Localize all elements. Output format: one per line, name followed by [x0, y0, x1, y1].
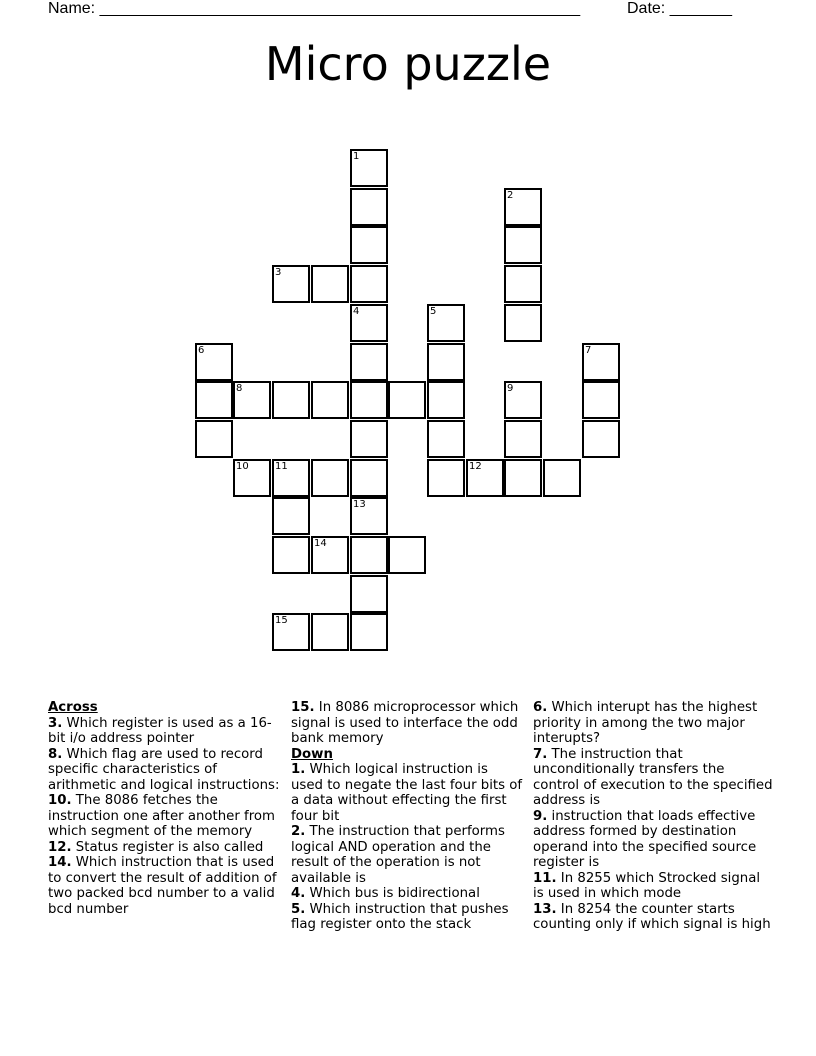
clue-text: instruction that loads effective address formed by destination operand into the specified source register is	[533, 808, 757, 870]
clue-item	[48, 793, 280, 840]
date-label: Date:	[627, 0, 670, 17]
clue-item	[291, 824, 523, 886]
clue-item	[533, 902, 773, 933]
grid-cell[interactable]	[504, 304, 542, 342]
clue-number: 14.	[48, 855, 72, 870]
clue-number: 12.	[48, 839, 72, 855]
clue-number: 15	[275, 615, 288, 626]
clue-item	[291, 762, 523, 824]
grid-cell[interactable]	[233, 381, 271, 419]
grid-cell[interactable]	[350, 420, 388, 458]
clue-number: 3	[275, 267, 282, 278]
clue-text: In 8086 microprocessor which signal is used to interface the odd bank memory	[291, 700, 519, 746]
grid-cell[interactable]	[388, 381, 426, 419]
clue-text: Which register is used as a 16-bit i/o address pointer	[48, 715, 272, 746]
grid-cell[interactable]	[350, 575, 388, 613]
clue-text: The instruction that performs logical AND operation and the result of the operation is not available is	[291, 824, 505, 886]
clue-item	[48, 747, 280, 794]
grid-cell[interactable]	[427, 304, 465, 342]
clue-number: 4.	[291, 886, 306, 901]
clue-text: Status register is also called	[71, 839, 264, 855]
grid-cell[interactable]	[543, 459, 581, 497]
grid-cell[interactable]	[582, 381, 620, 419]
clue-item	[48, 840, 280, 856]
clue-number: 2	[507, 190, 514, 201]
down-clues	[291, 762, 523, 933]
clue-number: 14	[314, 538, 327, 549]
clue-text: The instruction that unconditionally transfers the control of execution to the specified address is	[533, 746, 773, 808]
grid-cell[interactable]	[272, 381, 310, 419]
grid-cell[interactable]	[582, 343, 620, 381]
clue-number: 4	[353, 306, 360, 317]
clue-item	[533, 871, 773, 902]
clue-text: Which flag are used to record specific characteristics of arithmetic and logical instructions:	[48, 746, 280, 793]
clue-number: 12	[469, 461, 482, 472]
grid-cell[interactable]	[504, 381, 542, 419]
clue-text: Which interupt has the highest priority in among the two major interupts?	[533, 700, 758, 746]
clue-text: Which logical instruction is used to negate the last four bits of a data without effecting the first four bit	[291, 762, 523, 824]
clue-item	[533, 700, 773, 747]
clue-column-3	[533, 700, 773, 933]
grid-cell[interactable]	[504, 459, 542, 497]
grid-cell[interactable]	[233, 459, 271, 497]
grid-cell[interactable]	[350, 226, 388, 264]
grid-cell[interactable]	[427, 381, 465, 419]
grid-cell[interactable]	[350, 497, 388, 535]
clue-item	[291, 886, 523, 902]
clue-number: 13.	[533, 901, 557, 917]
grid-cell[interactable]	[427, 420, 465, 458]
down-clues-continued	[533, 700, 773, 933]
clue-number: 15.	[291, 700, 315, 715]
across-clues	[48, 716, 280, 918]
clue-number: 10	[236, 461, 249, 472]
clue-number: 9	[507, 383, 514, 394]
date-line: _______	[669, 0, 732, 17]
clue-number: 3.	[48, 715, 63, 731]
grid-cell[interactable]	[350, 304, 388, 342]
clue-number: 2.	[291, 824, 306, 839]
grid-cell[interactable]	[350, 536, 388, 574]
clue-number: 5	[430, 306, 437, 317]
grid-cell[interactable]	[350, 265, 388, 303]
clue-item	[48, 855, 280, 917]
clue-text: Which instruction that pushes flag register onto the stack	[291, 901, 509, 932]
grid-cell[interactable]	[350, 149, 388, 187]
name-line: ______________________________________________________	[99, 0, 581, 17]
clue-column-2	[291, 700, 523, 933]
grid-cell[interactable]	[195, 381, 233, 419]
across-heading: Across	[48, 700, 98, 715]
clue-number: 8	[236, 383, 243, 394]
grid-cell[interactable]	[427, 459, 465, 497]
grid-cell[interactable]	[311, 381, 349, 419]
grid-cell[interactable]	[350, 188, 388, 226]
grid-cell[interactable]	[350, 613, 388, 651]
clue-item	[533, 747, 773, 809]
clue-number: 8.	[48, 746, 63, 762]
grid-cell[interactable]	[350, 459, 388, 497]
grid-cell[interactable]	[504, 226, 542, 264]
clue-item	[291, 700, 523, 747]
grid-cell[interactable]	[272, 265, 310, 303]
grid-cell[interactable]	[427, 343, 465, 381]
clue-column-1	[48, 700, 280, 917]
clue-number: 1	[353, 151, 360, 162]
across-clues-continued	[291, 700, 523, 747]
clue-text: The 8086 fetches the instruction one after another from which segment of the memory	[48, 793, 275, 839]
grid-cell[interactable]	[272, 497, 310, 535]
clue-number: 7.	[533, 746, 548, 762]
clue-number: 1.	[291, 762, 306, 777]
clue-item	[291, 902, 523, 933]
grid-cell[interactable]	[582, 420, 620, 458]
grid-cell[interactable]	[272, 536, 310, 574]
grid-cell[interactable]	[504, 265, 542, 303]
clue-number: 6	[198, 345, 205, 356]
clue-text: In 8254 the counter starts counting only if which signal is high	[533, 901, 771, 932]
name-label: Name:	[48, 0, 100, 17]
clue-text: Which bus is bidirectional	[305, 886, 480, 901]
clue-item	[48, 716, 280, 747]
clue-number: 7	[585, 345, 592, 356]
grid-cell[interactable]	[311, 265, 349, 303]
grid-cell[interactable]	[350, 343, 388, 381]
clue-text: In 8255 which Strocked signal is used in which mode	[533, 870, 761, 901]
grid-cell[interactable]	[350, 381, 388, 419]
page-title: Micro puzzle	[264, 37, 552, 91]
clue-number: 6.	[533, 700, 548, 715]
clue-number: 9.	[533, 808, 548, 824]
down-heading: Down	[291, 746, 333, 762]
grid-cell[interactable]	[272, 459, 310, 497]
clue-number: 5.	[291, 901, 306, 917]
grid-cell[interactable]	[272, 613, 310, 651]
grid-cell[interactable]	[311, 536, 349, 574]
clue-text: Which instruction that is used to convert the result of addition of two packed bcd number to a valid bcd number	[48, 855, 277, 917]
clue-number: 13	[353, 499, 366, 510]
grid-cell[interactable]	[388, 536, 426, 574]
clue-item	[533, 809, 773, 871]
clue-number: 10.	[48, 793, 72, 808]
grid-cell[interactable]	[195, 420, 233, 458]
clue-number: 11.	[533, 870, 557, 886]
grid-cell[interactable]	[311, 459, 349, 497]
grid-cell[interactable]	[504, 420, 542, 458]
clue-number: 11	[275, 461, 288, 472]
grid-cell[interactable]	[504, 188, 542, 226]
grid-cell[interactable]	[466, 459, 504, 497]
grid-cell[interactable]	[195, 343, 233, 381]
grid-cell[interactable]	[311, 613, 349, 651]
